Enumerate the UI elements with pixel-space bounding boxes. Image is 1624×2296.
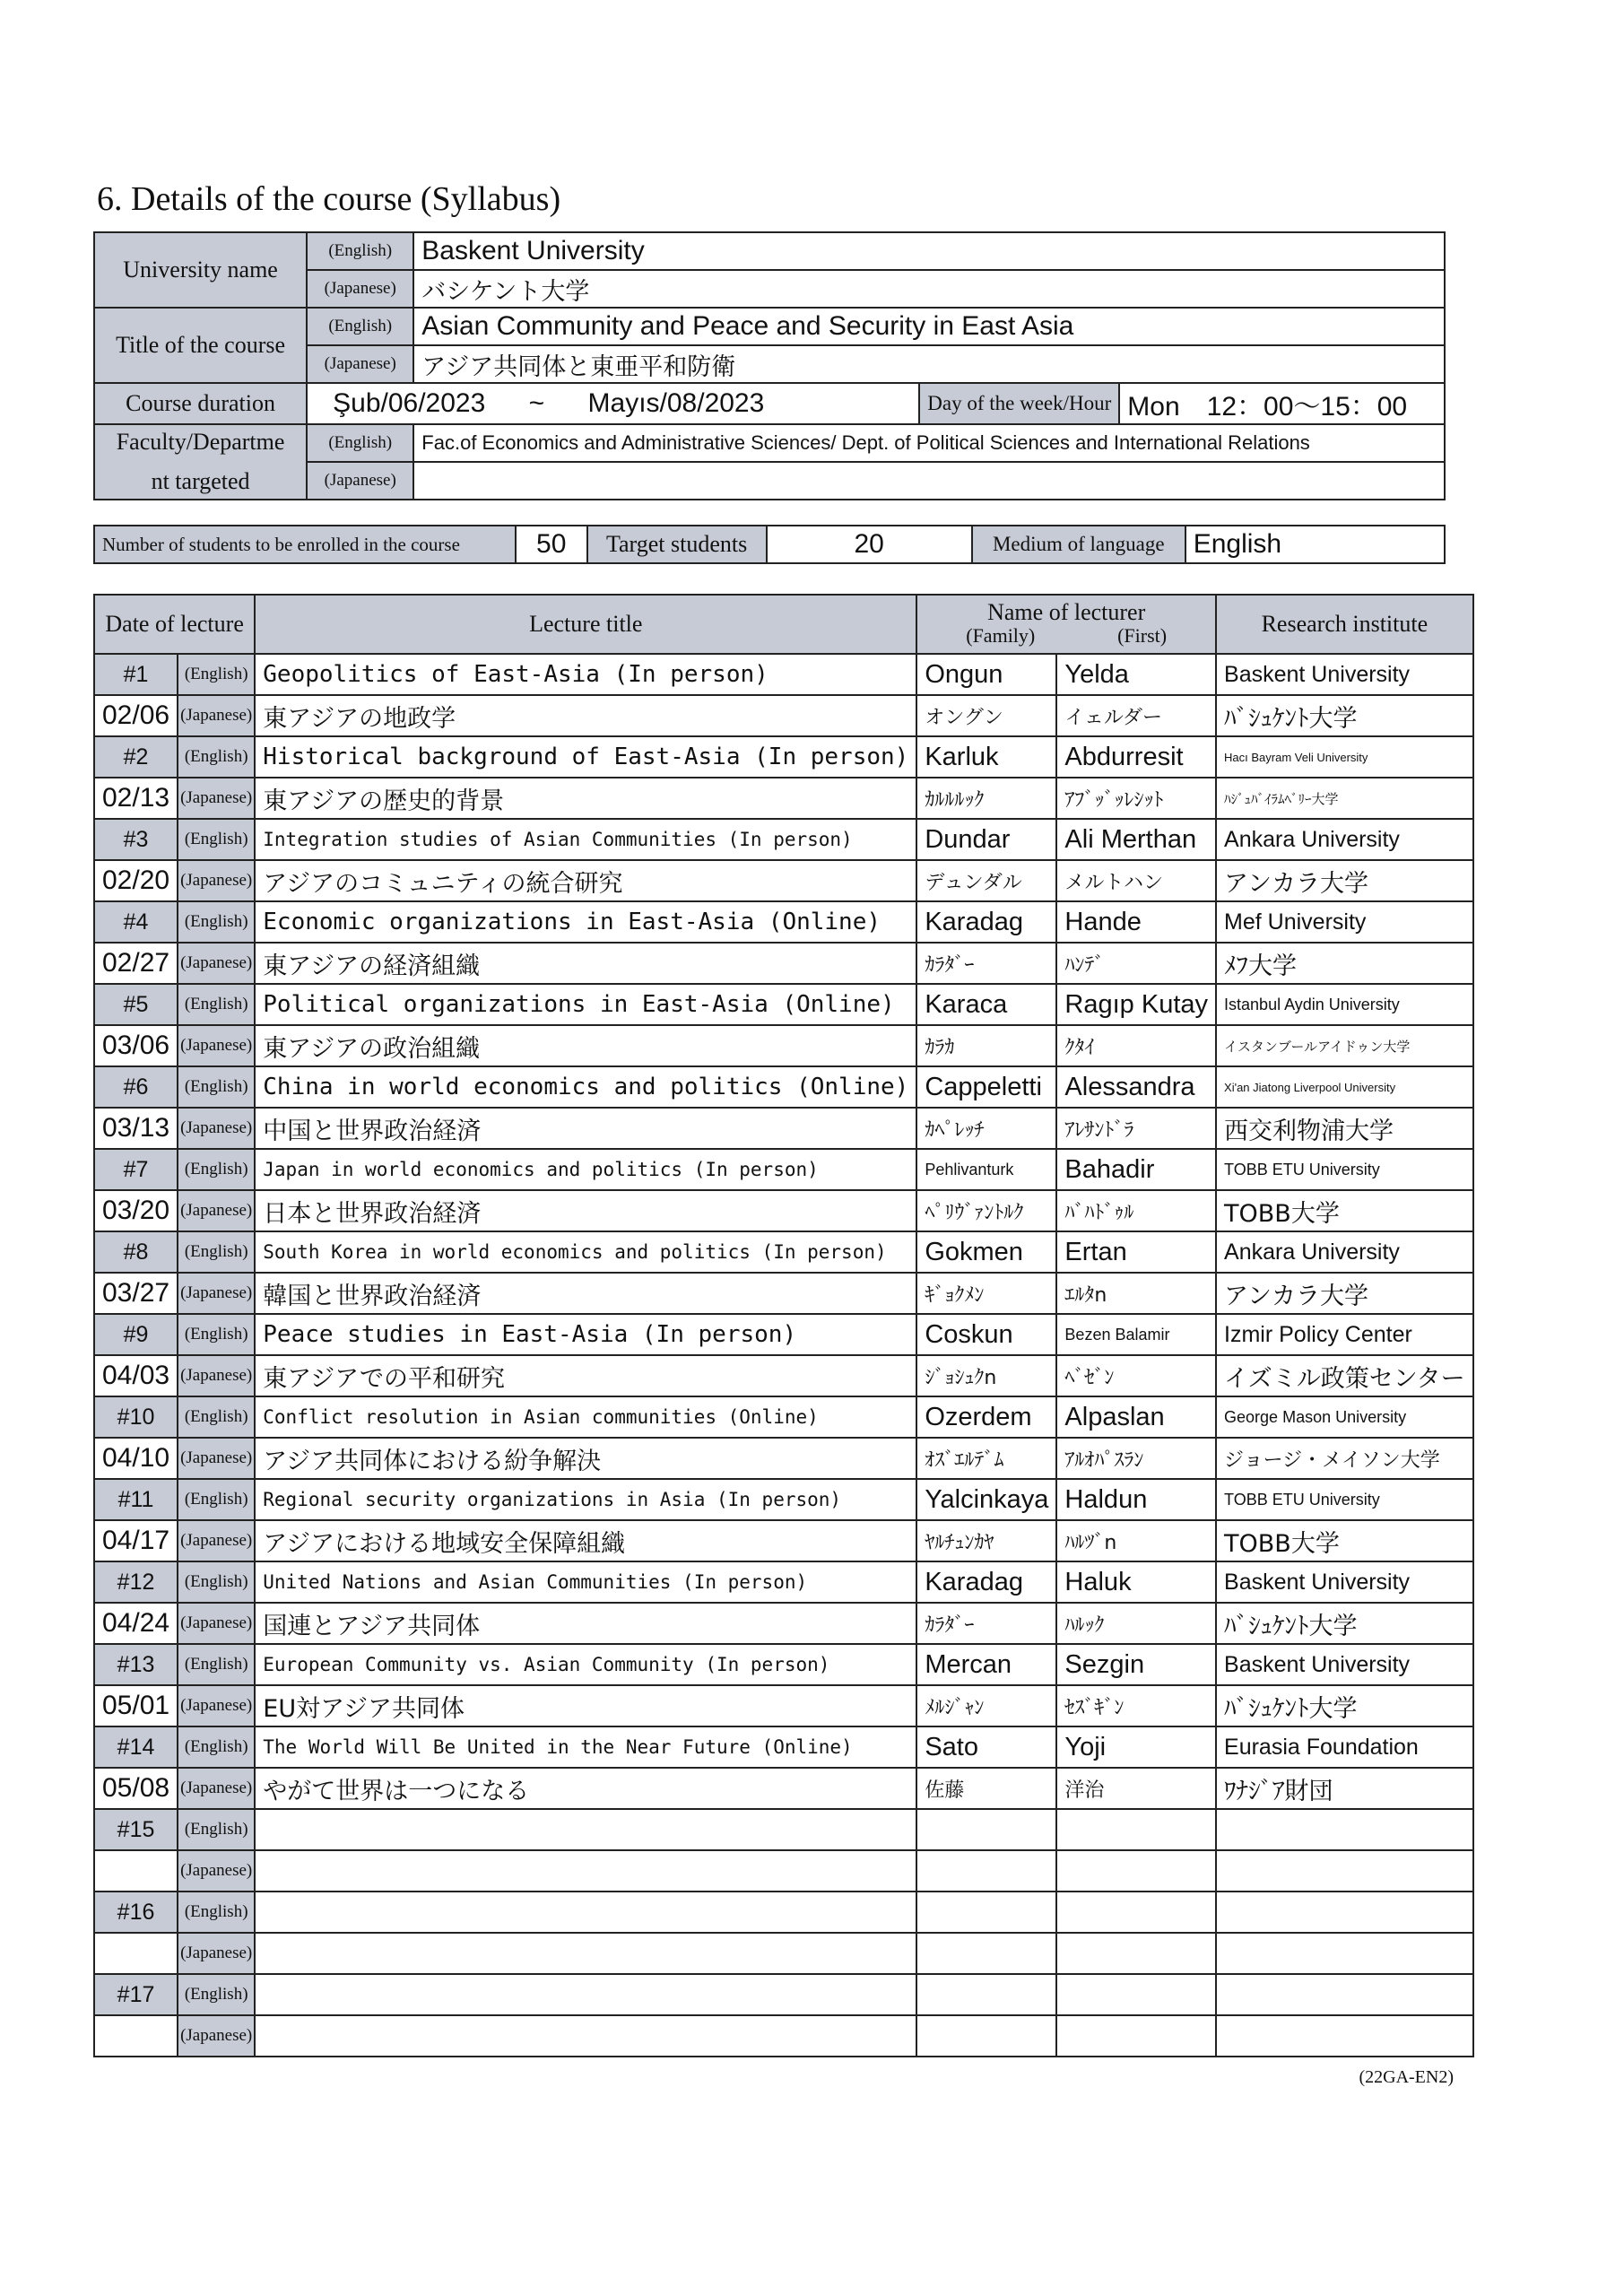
target-students-value: 20 — [767, 526, 972, 563]
institute-jp: ジョージ・メイソン大学 — [1216, 1438, 1473, 1479]
table-row — [94, 943, 1473, 984]
day-hour-label: Day of the week/Hour — [919, 383, 1119, 424]
lecturer-family-en — [916, 1809, 1056, 1850]
table-row — [94, 1231, 1473, 1273]
institute-en — [1216, 1892, 1473, 1933]
lecturer-family-jp: ｶﾗｶ — [916, 1025, 1056, 1066]
tag-english: (English) — [178, 1396, 255, 1438]
lecture-date — [94, 2015, 178, 2057]
institute-jp: アンカラ大学 — [1216, 860, 1473, 901]
lecture-title-jp: 東アジアの歴史的背景 — [255, 778, 916, 819]
lecture-title-jp: やがて世界は一つになる — [255, 1768, 916, 1809]
lecture-number: #16 — [94, 1892, 178, 1933]
lecturer-family-jp: ｷﾞｮｸﾒﾝ — [916, 1273, 1056, 1314]
table-row — [94, 1355, 1473, 1396]
lecture-title-en: China in world economics and politics (Online) — [255, 1066, 916, 1108]
lecture-title-en: Integration studies of Asian Communities (In person) — [255, 819, 916, 860]
medium-language-label: Medium of language — [972, 526, 1185, 563]
lecturer-first-en: Bahadir — [1056, 1149, 1216, 1190]
tag-english: (English) — [178, 1561, 255, 1603]
lecture-title-jp: 東アジアの経済組織 — [255, 943, 916, 984]
lecture-date: 04/17 — [94, 1520, 178, 1561]
lecture-date — [94, 1933, 178, 1974]
institute-en: Baskent University — [1216, 1561, 1473, 1603]
lecturer-family-jp: ｶﾗﾀﾞｰ — [916, 1603, 1056, 1644]
institute-en: George Mason University — [1216, 1396, 1473, 1438]
lecture-title-jp: 東アジアの地政学 — [255, 695, 916, 736]
tag-japanese: (Japanese) — [178, 943, 255, 984]
lecture-date: 04/03 — [94, 1355, 178, 1396]
lecturer-family-en: Karluk — [916, 736, 1056, 778]
lecturer-family-en: Yalcinkaya — [916, 1479, 1056, 1520]
table-row — [94, 901, 1473, 943]
table-row — [94, 819, 1473, 860]
tag-english: (English) — [178, 1314, 255, 1355]
lecture-number: #6 — [94, 1066, 178, 1108]
institute-jp: ﾒﾌ大学 — [1216, 943, 1473, 984]
institute-en: TOBB ETU University — [1216, 1479, 1473, 1520]
lecturer-family-jp: ｶﾗﾀﾞｰ — [916, 943, 1056, 984]
institute-jp: ﾜﾅｼﾞｱ財団 — [1216, 1768, 1473, 1809]
lecturer-first-jp — [1056, 1850, 1216, 1892]
lecturer-first-en: Ali Merthan — [1056, 819, 1216, 860]
lecture-title-en: Japan in world economics and politics (In person) — [255, 1149, 916, 1190]
tag-japanese: (Japanese) — [178, 1768, 255, 1809]
lecturer-first-jp: ﾊﾞﾊﾄﾞｩﾙ — [1056, 1190, 1216, 1231]
lecturer-first-en: Ragıp Kutay — [1056, 984, 1216, 1025]
lecture-number: #2 — [94, 736, 178, 778]
lecturer-family-jp: ﾔﾙﾁｭﾝｶﾔ — [916, 1520, 1056, 1561]
lecturer-family-jp: デュンダル — [916, 860, 1056, 901]
tag-japanese: (Japanese) — [178, 860, 255, 901]
institute-jp: TOBB大学 — [1216, 1190, 1473, 1231]
lecture-number: #5 — [94, 984, 178, 1025]
header-lecturer-label: Name of lecturer — [987, 599, 1146, 625]
lecturer-first-jp: ﾍﾞｾﾞﾝ — [1056, 1355, 1216, 1396]
lecture-title-en: European Community vs. Asian Community (In person) — [255, 1644, 916, 1685]
lecturer-first-jp: イェルダー — [1056, 695, 1216, 736]
table-row — [94, 654, 1473, 695]
header-first: (First) — [1117, 624, 1168, 647]
tag-japanese: (Japanese) — [178, 1685, 255, 1726]
lecturer-family-jp: ｼﾞｮｼｭｸn — [916, 1355, 1056, 1396]
lecturer-first-en: Haldun — [1056, 1479, 1216, 1520]
lecture-number: #11 — [94, 1479, 178, 1520]
medium-language-value: English — [1185, 526, 1445, 563]
institute-jp — [1216, 1933, 1473, 1974]
lecture-title-en: Economic organizations in East-Asia (Online) — [255, 901, 916, 943]
table-row — [94, 1809, 1473, 1850]
lecture-number: #10 — [94, 1396, 178, 1438]
lecture-title-jp — [255, 2015, 916, 2057]
lecturer-first-en: Yoji — [1056, 1726, 1216, 1768]
lecturer-family-en: Karadag — [916, 1561, 1056, 1603]
university-name-label: University name — [94, 232, 307, 308]
lecture-number: #13 — [94, 1644, 178, 1685]
tag-japanese: (Japanese) — [307, 462, 413, 500]
tag-english: (English) — [307, 308, 413, 345]
lecture-number: #9 — [94, 1314, 178, 1355]
institute-en — [1216, 1974, 1473, 2015]
tag-japanese: (Japanese) — [178, 695, 255, 736]
lecturer-first-jp: ﾊﾝﾃﾞ — [1056, 943, 1216, 984]
table-row — [94, 860, 1473, 901]
institute-en: TOBB ETU University — [1216, 1149, 1473, 1190]
tag-english: (English) — [178, 1974, 255, 2015]
tag-english: (English) — [178, 1726, 255, 1768]
table-row — [94, 1190, 1473, 1231]
tag-japanese: (Japanese) — [178, 1190, 255, 1231]
lecture-title-en — [255, 1809, 916, 1850]
header-research-institute: Research institute — [1216, 595, 1473, 654]
institute-jp: アンカラ大学 — [1216, 1273, 1473, 1314]
lecture-title-jp: EU対アジア共同体 — [255, 1685, 916, 1726]
table-row — [94, 695, 1473, 736]
lecture-title-en — [255, 1892, 916, 1933]
table-row — [94, 1850, 1473, 1892]
course-title-en: Asian Community and Peace and Security in East Asia — [413, 308, 1445, 345]
enroll-value: 50 — [516, 526, 587, 563]
table-row — [94, 1561, 1473, 1603]
lecturer-first-jp — [1056, 2015, 1216, 2057]
lecture-number: #1 — [94, 654, 178, 695]
institute-jp: 西交利物浦大学 — [1216, 1108, 1473, 1149]
tag-english: (English) — [178, 1066, 255, 1108]
lecture-date: 02/06 — [94, 695, 178, 736]
table-row — [94, 1066, 1473, 1108]
lecture-title-en: Political organizations in East-Asia (Online) — [255, 984, 916, 1025]
table-row — [94, 1974, 1473, 2015]
table-row — [94, 736, 1473, 778]
tag-japanese: (Japanese) — [178, 1933, 255, 1974]
lecturer-family-jp: 佐藤 — [916, 1768, 1056, 1809]
form-code: (22GA-EN2) — [1359, 2067, 1454, 2087]
table-row — [94, 778, 1473, 819]
institute-en: Istanbul Aydin University — [1216, 984, 1473, 1025]
lecture-title-en: Conflict resolution in Asian communities (Online) — [255, 1396, 916, 1438]
lecture-date — [94, 1850, 178, 1892]
lecture-schedule-table — [93, 594, 1474, 2057]
lecturer-family-en: Gokmen — [916, 1231, 1056, 1273]
lecture-title-en: Peace studies in East-Asia (In person) — [255, 1314, 916, 1355]
lecturer-family-en: Ongun — [916, 654, 1056, 695]
lecturer-family-jp: ｶﾍﾟﾚｯﾁ — [916, 1108, 1056, 1149]
lecturer-family-en: Cappeletti — [916, 1066, 1056, 1108]
lecture-title-jp: 日本と世界政治経済 — [255, 1190, 916, 1231]
lecturer-first-jp: ﾊﾙｯｸ — [1056, 1603, 1216, 1644]
lecturer-first-jp: ｸﾀｲ — [1056, 1025, 1216, 1066]
tag-english: (English) — [178, 1479, 255, 1520]
tag-japanese: (Japanese) — [178, 1438, 255, 1479]
institute-jp — [1216, 2015, 1473, 2057]
table-row — [94, 1314, 1473, 1355]
lecture-date: 04/24 — [94, 1603, 178, 1644]
lecture-number: #4 — [94, 901, 178, 943]
institute-jp: ﾊﾞｼｭｹﾝﾄ大学 — [1216, 1685, 1473, 1726]
table-row — [94, 1520, 1473, 1561]
lecture-date: 03/13 — [94, 1108, 178, 1149]
duration-start: Şub/06/2023 — [333, 388, 486, 418]
lecturer-first-en — [1056, 1892, 1216, 1933]
institute-en: Ankara University — [1216, 819, 1473, 860]
lecturer-family-en: Mercan — [916, 1644, 1056, 1685]
lecture-title-jp: アジアのコミュニティの統合研究 — [255, 860, 916, 901]
table-row — [94, 1273, 1473, 1314]
institute-jp: イズミル政策センター — [1216, 1355, 1473, 1396]
lecture-title-jp — [255, 1850, 916, 1892]
tag-japanese: (Japanese) — [307, 345, 413, 383]
lecturer-first-en: Abdurresit — [1056, 736, 1216, 778]
lecture-date: 03/27 — [94, 1273, 178, 1314]
institute-jp: イスタンブールアイドゥン大学 — [1216, 1025, 1473, 1066]
header-lecture-title: Lecture title — [255, 595, 916, 654]
tag-english: (English) — [307, 232, 413, 270]
tag-english: (English) — [178, 1149, 255, 1190]
lecturer-family-en: Karaca — [916, 984, 1056, 1025]
course-title-jp: アジア共同体と東亜平和防衛 — [413, 345, 1445, 383]
lecture-date: 03/20 — [94, 1190, 178, 1231]
duration-end: Mayıs/08/2023 — [587, 388, 765, 418]
lecturer-family-en — [916, 1892, 1056, 1933]
lecture-title-en: United Nations and Asian Communities (In person) — [255, 1561, 916, 1603]
university-name-en: Baskent University — [413, 232, 1445, 270]
lecture-title-jp: 韓国と世界政治経済 — [255, 1273, 916, 1314]
table-row — [94, 1768, 1473, 1809]
lecture-date: 02/20 — [94, 860, 178, 901]
lecturer-first-jp: ｴﾙﾀn — [1056, 1273, 1216, 1314]
tag-japanese: (Japanese) — [178, 1603, 255, 1644]
institute-en: Eurasia Foundation — [1216, 1726, 1473, 1768]
lecturer-first-jp: メルトハン — [1056, 860, 1216, 901]
tag-english: (English) — [178, 1231, 255, 1273]
faculty-label — [94, 424, 307, 500]
table-row — [94, 1149, 1473, 1190]
lecturer-family-jp — [916, 1850, 1056, 1892]
duration-separator: ~ — [528, 388, 545, 418]
tag-english: (English) — [178, 1644, 255, 1685]
tag-japanese: (Japanese) — [178, 2015, 255, 2057]
tag-japanese: (Japanese) — [178, 1850, 255, 1892]
table-row — [94, 2015, 1473, 2057]
lecturer-family-jp: ﾒﾙｼﾞｬﾝ — [916, 1685, 1056, 1726]
enroll-label: Number of students to be enrolled in the course — [94, 526, 516, 563]
institute-en — [1216, 1809, 1473, 1850]
tag-english: (English) — [178, 984, 255, 1025]
tag-english: (English) — [178, 1809, 255, 1850]
lecture-date: 04/10 — [94, 1438, 178, 1479]
lecturer-first-en: Bezen Balamir — [1056, 1314, 1216, 1355]
lecturer-first-jp: ｱﾙｵﾊﾟｽﾗﾝ — [1056, 1438, 1216, 1479]
lecture-title-jp: アジア共同体における紛争解決 — [255, 1438, 916, 1479]
lecturer-first-en: Alpaslan — [1056, 1396, 1216, 1438]
tag-english: (English) — [307, 424, 413, 462]
lecture-title-en: Historical background of East-Asia (In person) — [255, 736, 916, 778]
lecturer-first-en: Haluk — [1056, 1561, 1216, 1603]
header-lecturer-sub — [925, 624, 1208, 648]
tag-english: (English) — [178, 1892, 255, 1933]
lecturer-first-jp: ｱﾌﾞｯﾞｯﾚｼｯﾄ — [1056, 778, 1216, 819]
lecturer-family-jp: ｶﾙﾙﾙｯｸ — [916, 778, 1056, 819]
table-row — [94, 1438, 1473, 1479]
lecturer-family-en — [916, 1974, 1056, 2015]
faculty-jp — [413, 462, 1445, 500]
enrollment-table — [93, 525, 1446, 564]
table-row — [94, 1892, 1473, 1933]
lecturer-family-en: Pehlivanturk — [916, 1149, 1056, 1190]
table-row — [94, 984, 1473, 1025]
institute-en: Baskent University — [1216, 654, 1473, 695]
lecture-date: 05/01 — [94, 1685, 178, 1726]
table-row — [94, 1108, 1473, 1149]
lecturer-first-en: Yelda — [1056, 654, 1216, 695]
faculty-en: Fac.of Economics and Administrative Sciences/ Dept. of Political Sciences and International Relations — [413, 424, 1445, 462]
institute-en: Mef University — [1216, 901, 1473, 943]
lecturer-first-jp — [1056, 1933, 1216, 1974]
lecturer-first-jp: 洋治 — [1056, 1768, 1216, 1809]
lecture-title-jp — [255, 1933, 916, 1974]
lecturer-family-en: Sato — [916, 1726, 1056, 1768]
day-hour-value: Mon 12：00～15：00 — [1119, 383, 1445, 424]
lecturer-first-en: Sezgin — [1056, 1644, 1216, 1685]
page-title: 6. Details of the course (Syllabus) — [97, 180, 561, 218]
lecturer-family-jp: オングン — [916, 695, 1056, 736]
tag-english: (English) — [178, 819, 255, 860]
lecture-date: 02/27 — [94, 943, 178, 984]
header-family: (Family) — [966, 624, 1036, 647]
lecturer-family-en: Coskun — [916, 1314, 1056, 1355]
table-row — [94, 1933, 1473, 1974]
lecturer-family-en: Ozerdem — [916, 1396, 1056, 1438]
institute-jp: ﾊﾞｼｭｹﾝﾄ大学 — [1216, 1603, 1473, 1644]
lecturer-first-en: Hande — [1056, 901, 1216, 943]
tag-english: (English) — [178, 901, 255, 943]
table-row — [94, 1644, 1473, 1685]
lecturer-family-jp: ｵｽﾞｴﾙﾃﾞﾑ — [916, 1438, 1056, 1479]
lecture-date: 02/13 — [94, 778, 178, 819]
tag-japanese: (Japanese) — [178, 1108, 255, 1149]
tag-japanese: (Japanese) — [178, 778, 255, 819]
lecture-number: #12 — [94, 1561, 178, 1603]
lecture-date: 05/08 — [94, 1768, 178, 1809]
tag-japanese: (Japanese) — [178, 1355, 255, 1396]
tag-english: (English) — [178, 736, 255, 778]
institute-jp: ﾊｼﾞｭﾊﾞｲﾗﾑﾍﾞﾘｰ大学 — [1216, 778, 1473, 819]
lecture-number: #17 — [94, 1974, 178, 2015]
institute-jp: TOBB大学 — [1216, 1520, 1473, 1561]
lecturer-first-jp: ｱﾚｻﾝﾄﾞﾗ — [1056, 1108, 1216, 1149]
course-duration — [307, 383, 919, 424]
lecture-title-en: Geopolitics of East-Asia (In person) — [255, 654, 916, 695]
lecture-number: #7 — [94, 1149, 178, 1190]
lecture-title-en: Regional security organizations in Asia (In person) — [255, 1479, 916, 1520]
lecture-title-en — [255, 1974, 916, 2015]
header-lecturer-name — [916, 595, 1216, 654]
institute-jp — [1216, 1850, 1473, 1892]
institute-en: Izmir Policy Center — [1216, 1314, 1473, 1355]
lecture-number: #15 — [94, 1809, 178, 1850]
lecturer-family-jp — [916, 1933, 1056, 1974]
lecture-title-jp: アジアにおける地域安全保障組織 — [255, 1520, 916, 1561]
course-title-label: Title of the course — [94, 308, 307, 383]
lecturer-family-en: Dundar — [916, 819, 1056, 860]
tag-japanese: (Japanese) — [307, 270, 413, 308]
lecturer-first-en — [1056, 1974, 1216, 2015]
lecture-title-en: The World Will Be United in the Near Future (Online) — [255, 1726, 916, 1768]
tag-japanese: (Japanese) — [178, 1520, 255, 1561]
tag-english: (English) — [178, 654, 255, 695]
lecture-date: 03/06 — [94, 1025, 178, 1066]
institute-en: Hacı Bayram Veli University — [1216, 736, 1473, 778]
lecture-title-en: South Korea in world economics and politics (In person) — [255, 1231, 916, 1273]
table-row — [94, 1726, 1473, 1768]
lecture-title-jp: 東アジアでの平和研究 — [255, 1355, 916, 1396]
faculty-label-line-1: Faculty/Departme — [116, 429, 285, 455]
university-name-jp: バシケント大学 — [413, 270, 1445, 308]
table-row — [94, 1479, 1473, 1520]
institute-en: Xi'an Jiatong Liverpool University — [1216, 1066, 1473, 1108]
target-students-label: Target students — [587, 526, 767, 563]
table-row — [94, 1025, 1473, 1066]
course-duration-label: Course duration — [94, 383, 307, 424]
lecture-number: #3 — [94, 819, 178, 860]
table-row — [94, 1603, 1473, 1644]
faculty-label-line-2: nt targeted — [151, 468, 250, 494]
lecturer-first-en: Alessandra — [1056, 1066, 1216, 1108]
tag-japanese: (Japanese) — [178, 1025, 255, 1066]
lecturer-first-en — [1056, 1809, 1216, 1850]
institute-en: Ankara University — [1216, 1231, 1473, 1273]
table-row — [94, 1685, 1473, 1726]
table-row — [94, 1396, 1473, 1438]
header-date-of-lecture: Date of lecture — [94, 595, 255, 654]
lecture-title-jp: 中国と世界政治経済 — [255, 1108, 916, 1149]
lecturer-family-jp: ﾍﾟﾘｳﾞｧﾝﾄﾙｸ — [916, 1190, 1056, 1231]
institute-jp: ﾊﾞｼｭｹﾝﾄ大学 — [1216, 695, 1473, 736]
lecturer-first-jp: ｾｽﾞｷﾞﾝ — [1056, 1685, 1216, 1726]
lecture-number: #8 — [94, 1231, 178, 1273]
institute-en: Baskent University — [1216, 1644, 1473, 1685]
course-info-table — [93, 231, 1446, 500]
lecturer-family-jp — [916, 2015, 1056, 2057]
lecture-title-jp: 国連とアジア共同体 — [255, 1603, 916, 1644]
lecturer-family-en: Karadag — [916, 901, 1056, 943]
tag-japanese: (Japanese) — [178, 1273, 255, 1314]
lecturer-first-en: Ertan — [1056, 1231, 1216, 1273]
lecturer-first-jp: ﾊﾙﾂﾞn — [1056, 1520, 1216, 1561]
lecture-title-jp: 東アジアの政治組織 — [255, 1025, 916, 1066]
lecture-number: #14 — [94, 1726, 178, 1768]
